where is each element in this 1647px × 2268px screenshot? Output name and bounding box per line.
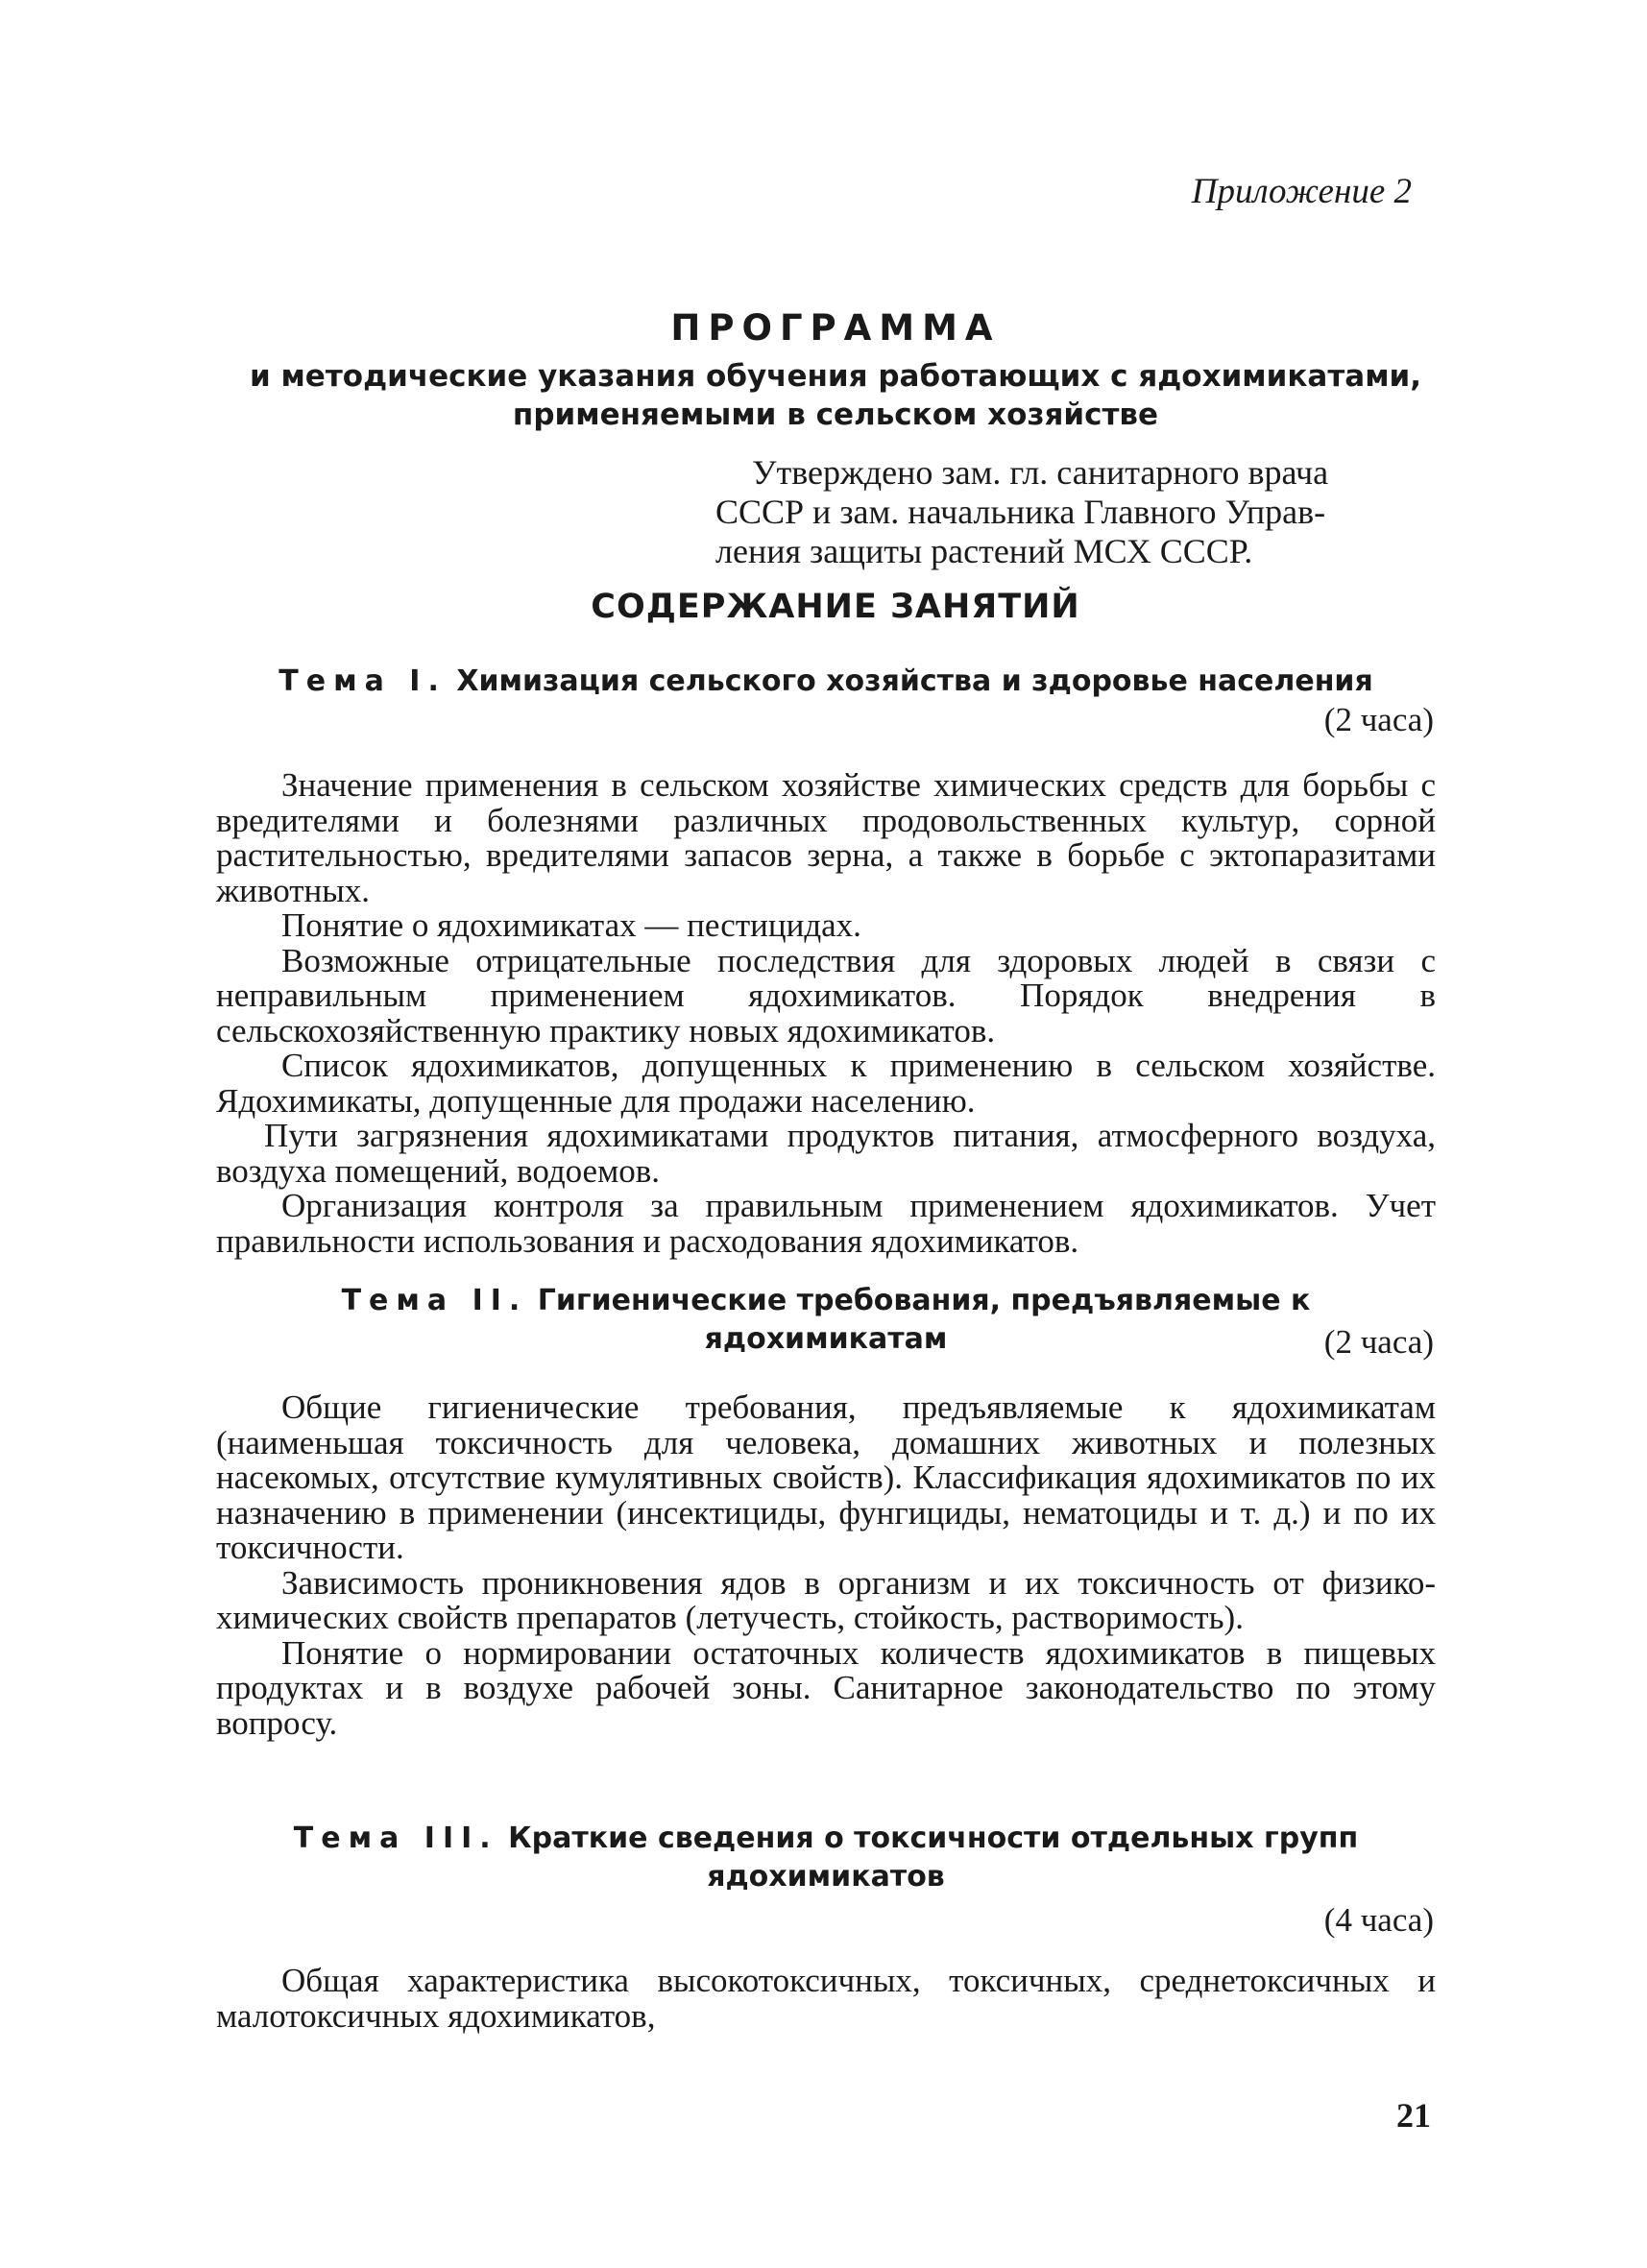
paragraph: Пути загрязнения ядохимикатами продуктов питания, атмосферного воздуха, воздуха помещений, водоемов.	[216, 1117, 1436, 1190]
topic-title-continued: ядохимикатов	[707, 1860, 945, 1894]
topic-1-body	[216, 768, 1436, 1259]
paragraph: Возможные отрицательные последствия для здоровых людей в связи с неправильным применением ядохимикатов. Порядок внедрения в сельскохозяйственную практику новых ядохимикатов.	[216, 941, 1436, 1050]
approval-line: СССР и зам. начальника Главного Управ-	[715, 493, 1326, 531]
paragraph: Общая характеристика высокотоксичных, токсичных, среднетоксичных и малотоксичных ядохимикатов,	[216, 1962, 1436, 2035]
paragraph: Организация контроля за правильным применением ядохимикатов. Учет правильности использования и расходования ядохимикатов.	[216, 1187, 1436, 1260]
paragraph: Понятие о ядохимикатах — пестицидах.	[281, 906, 861, 944]
paragraph: Понятие о нормировании остаточных количеств ядохимикатов в пищевых продуктах и в воздухе рабочей зоны. Санитарное законодательство по этому вопросу.	[216, 1633, 1436, 1742]
program-title: ПРОГРАММА	[670, 307, 1001, 349]
topic-2-hours: (2 часа)	[1323, 1323, 1434, 1361]
topic-title: Гигиенические требования, предъявляемые к ядохимикатам	[537, 1284, 1311, 1356]
topic-label: Тема III.	[293, 1822, 498, 1855]
topic-label: Тема II.	[341, 1284, 528, 1317]
topic-1-heading	[216, 663, 1436, 701]
paragraph: Значение применения в сельском хозяйстве химических средств для борьбы с вредителями и болезнями различных продовольственных культур, сорной растительностью, вредителями запасов зерна, а также в борьбе с эктопаразитами животных.	[216, 766, 1436, 909]
paragraph: Зависимость проникновения ядов в организм и их токсичность от физико-химических свойств препаратов (летучесть, стойкость, растворимость).	[216, 1563, 1436, 1636]
program-subtitle-line: применяемыми в сельском хозяйстве	[512, 398, 1159, 432]
contents-title: СОДЕРЖАНИЕ ЗАНЯТИЙ	[591, 588, 1080, 626]
page-number: 21	[1396, 2096, 1431, 2135]
topic-3-hours: (4 часа)	[1323, 1901, 1434, 1939]
paragraph: Общие гигиенические требования, предъявляемые к ядохимикатам (наименьшая токсичность для человека, домашних животных и полезных насекомых, отсутствие кумулятивных свойств). Классификация ядохимикатов по их назначению в применении (инсектициды, фунгициды, нематоциды и т. д.) и по их токсичности.	[216, 1388, 1436, 1566]
program-subtitle	[240, 357, 1431, 434]
topic-title: Краткие сведения о токсичности отдельных групп	[508, 1822, 1359, 1855]
topic-2-body	[216, 1390, 1436, 1741]
topic-title: Химизация сельского хозяйства и здоровье населения	[456, 664, 1373, 698]
topic-3-body	[216, 1964, 1436, 2034]
topic-3-heading	[216, 1820, 1436, 1896]
approval-line: Утверждено зам. гл. санитарного врача	[752, 453, 1329, 492]
appendix-label: Приложение 2	[1191, 172, 1412, 211]
paragraph: Список ядохимикатов, допущенных к применению в сельском хозяйстве. Ядохимикаты, допущенные для продажи населению.	[216, 1047, 1436, 1120]
topic-1-hours: (2 часа)	[1323, 701, 1434, 738]
topic-label: Тема I.	[279, 664, 447, 698]
approval-note	[715, 453, 1445, 571]
program-subtitle-line: и методические указания обучения работающих с ядохимикатами,	[249, 359, 1422, 394]
topic-2-heading	[216, 1282, 1436, 1359]
approval-line: ления защиты растений МСХ СССР.	[715, 532, 1253, 570]
